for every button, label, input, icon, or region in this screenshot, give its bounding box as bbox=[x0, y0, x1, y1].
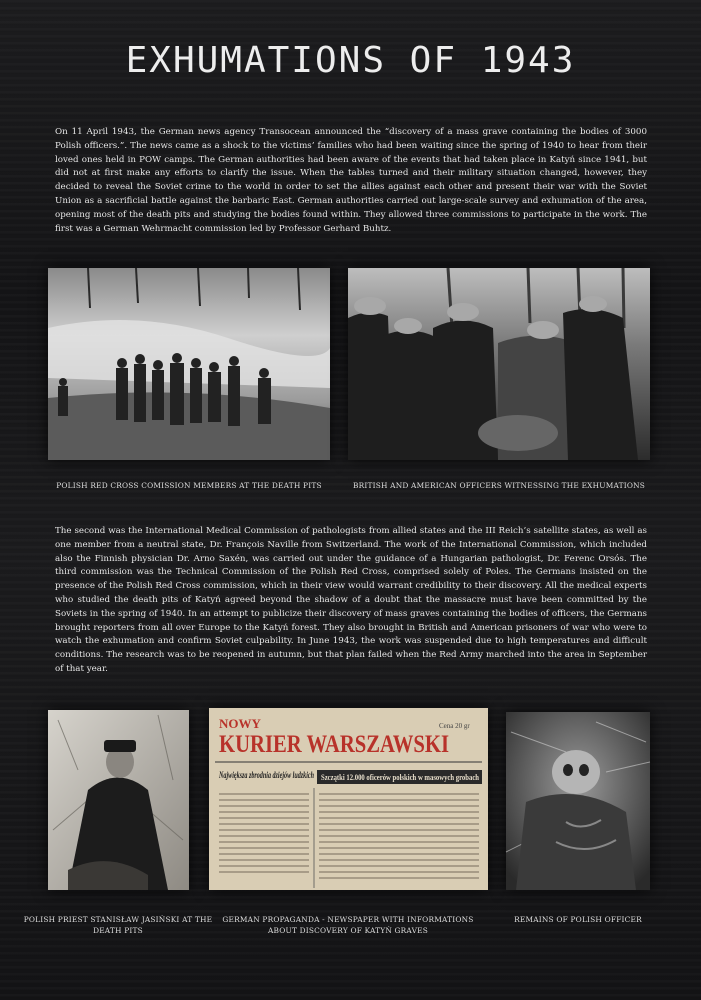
photo-red-cross-commission bbox=[48, 268, 330, 460]
caption-newspaper: GERMAN PROPAGANDA - NEWSPAPER WITH INFORMATIONS ABOUT DISCOVERY OF KATYŃ GRAVES bbox=[222, 915, 474, 935]
newspaper-headline-right: Szczątki 12.000 oficerów polskich w masowych grobach bbox=[321, 772, 480, 782]
caption-remains: REMAINS OF POLISH OFFICER bbox=[514, 915, 642, 924]
caption-red-cross-commission: POLISH RED CROSS COMISSION MEMBERS AT THE DEATH PITS bbox=[56, 481, 322, 490]
intro-paragraph: On 11 April 1943, the German news agency Transocean announced the “discovery of a mass grave containing the bodies of 3000 Polish officers.”. The news came as a shock to the victims’ families who had been waiting since the spring of 1940 to hear from their loved ones held in POW camps. The German authorities had been aware of the events that had taken place in Katyń since 1941, but did not at first make any efforts to clarify the issue. When the tables turned and their military situation changed, however, they decided to reveal the Soviet crime to the world in order to set the allies against each other and present their war with the Soviet Union as a sacrificial battle against the barbaric East. German authorities carried out large-scale survey and exhumation of the area, opening most of the death pits and studying the bodies found within. They allowed three commissions to participate in the work. The first was a German Wehrmacht commission led by Professor Gerhard Buhtz. bbox=[55, 127, 647, 234]
newspaper-headline-left: Największa zbrodnia dziejów ludzkich bbox=[218, 770, 314, 780]
commissions-paragraph: The second was the International Medical Commission of pathologists from allied states and the III Reich’s satellite states, as well as one member from a neutral state, Dr. François Naville from Switzerland. The work of the International Commission, which included also the Finnish physician Dr. Arno Saxén, was carried out under the guidance of a Hungarian pathologist, Dr. Ferenc Orsós. The third commission was the Technical Commission of the Polish Red Cross, comprised solely of Poles. The Germans insisted on the presence of the Polish Red Cross commission, which in their view would warrant credibility to their discovery. All the medical experts who studied the death pits of Katyń agreed beyond the shadow of a doubt that the massacre must have been committed by the Soviets in the spring of 1940. In an attempt to publicize their discovery of mass graves containing the bodies of officers, the Germans brought reporters from all over Europe to the Katyń forest. They also brought in British and American prisoners of war who were to watch the exhumation and confirm Soviet culpability. In June 1943, the work was suspended due to high temperatures and difficult conditions. The research was to be reopened in autumn, but that plan failed when the Red Army marched into the area in September of that year. bbox=[55, 526, 647, 674]
caption-officers-witnessing: BRITISH AND AMERICAN OFFICERS WITNESSING THE EXHUMATIONS bbox=[352, 481, 646, 490]
photo-officers-witnessing bbox=[348, 268, 650, 460]
page-title: EXHUMATIONS OF 1943 bbox=[125, 40, 576, 81]
newspaper-masthead: KURIER WARSZAWSKI bbox=[219, 731, 449, 758]
caption-priest: POLISH PRIEST STANISŁAW JASIŃSKI AT THE DEATH PITS bbox=[23, 915, 213, 935]
photo-newspaper bbox=[209, 708, 488, 890]
photo-priest-jasinski bbox=[48, 710, 189, 890]
newspaper-masthead-small: NOWY bbox=[219, 716, 261, 731]
newspaper-price: Cena 20 gr bbox=[439, 722, 470, 730]
photo-remains bbox=[506, 712, 650, 890]
